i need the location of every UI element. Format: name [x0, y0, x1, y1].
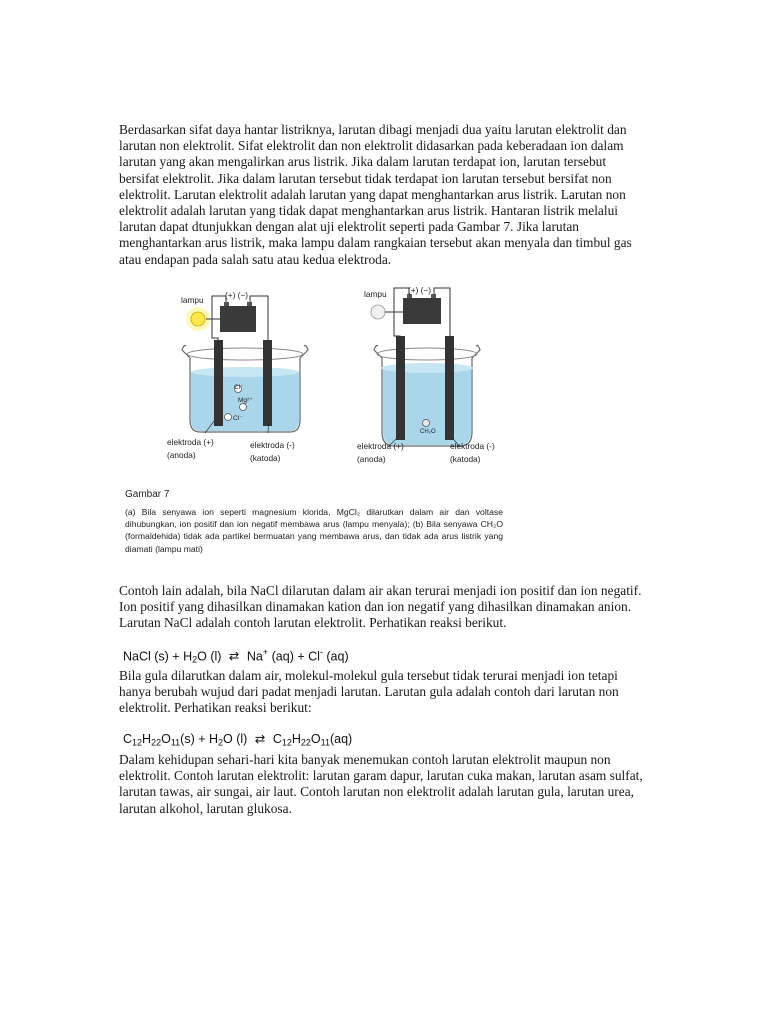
figure-conductivity-test	[120, 280, 505, 570]
equilibrium-arrow: ⇄	[228, 649, 240, 664]
cathode-electrode	[263, 340, 272, 426]
cathode-electrode	[445, 336, 454, 440]
apparatus-electrolyte	[182, 296, 308, 433]
anode-electrode	[214, 340, 223, 426]
lamp-label-right: lampu	[364, 289, 387, 299]
ion-label-cl-1: Cl⁻	[234, 384, 244, 391]
anode-label-right: elektroda (+)	[357, 441, 404, 451]
anode-sub-left: (anoda)	[167, 450, 196, 460]
cathode-label-left: elektroda (-)	[250, 440, 295, 450]
ion-label-mg: Mg²⁺	[238, 397, 253, 404]
battery	[220, 306, 256, 332]
lamp-label-left: lampu	[181, 295, 204, 305]
anode-label-left: elektroda (+)	[167, 437, 214, 447]
apparatus-nonelectrolyte	[371, 288, 480, 447]
cathode-sub-right: (katoda)	[450, 454, 481, 464]
cathode-label-right: elektroda (-)	[450, 441, 495, 451]
figure-caption-text: (a) Bila senyawa ion seperti magnesium klorida, MgCl₂ dilarutkan dalam air dan voltase dihubungkan, ion positif dan ion negatif membawa arus (lampu menyala); (b) Bila senyawa CH₂O (formaldehida) tidak ada partikel bermuatan yang membawa arus, dan tidak ada arus listrik yang diamati (lampu mati)	[125, 507, 503, 554]
lamp-bulb-on	[191, 312, 205, 326]
paragraph-nacl: Contoh lain adalah, bila NaCl dilarutan dalam air akan terurai menjadi ion positif dan ion negatif. Ion positif yang dihasilkan dinamakan kation dan ion negatif yang dihasilkan dinamakan anion. Larutan NaCl adalah contoh larutan elektrolit. Perhatikan reaksi berikut.	[119, 583, 642, 631]
terminal-label-right: (+) (−)	[408, 285, 432, 295]
equation-nacl: NaCl $(s) + H_2O$ (l) ⇄ Na+ (aq) + Cl- (aq)	[123, 647, 349, 665]
anode-electrode	[396, 336, 405, 440]
paragraph-intro: Berdasarkan sifat daya hantar listriknya, larutan dibagi menjadi dua yaitu larutan elektrolit dan larutan non elektrolit. Sifat elektrolit dan non elektrolit didasarkan pada keberadaan ion dalam larutan yang akan mengalirkan arus listrik. Jika dalam larutan terdapat ion, larutan tersebut bersifat elektrolit. Jika dalam larutan tersebut tidak terdapat ion larutan tersebut bersifat non elektrolit. Larutan elektrolit adalah larutan yang dapat menghantarkan arus listrik. Larutan non elektrolit adalah larutan yang tidak dapat menghantarkan arus listrik. Hantaran listrik melalui larutan dapat dtunjukkan dengan alat uji elektrolit seperti pada Gambar 7. Jika larutan menghantarkan arus listrik, maka lampu dalam rangkaian tersebut akan menyala dan timbul gas atau endapan pada salah satu atau kedua elektroda.	[119, 122, 632, 267]
anode-sub-right: (anoda)	[357, 454, 386, 464]
lamp-bulb-off	[371, 305, 385, 319]
molecule-label: CH₂O	[420, 429, 436, 435]
battery	[403, 298, 441, 324]
terminal-label-left: (+) (−)	[225, 290, 249, 300]
equilibrium-arrow: ⇄	[254, 732, 266, 746]
paragraph-examples: Dalam kehidupan sehari-hari kita banyak menemukan contoh larutan elektrolit maupun non elektrolit. Contoh larutan elektrolit: larutan garam dapur, larutan cuka makan, larutan asam sulfat, larutan tawas, air sungai, air laut. Contoh larutan non elektrolit adalah larutan gula, larutan urea, larutan alkohol, larutan glukosa.	[119, 752, 643, 816]
cathode-sub-left: (katoda)	[250, 453, 281, 463]
paragraph-sugar: Bila gula dilarutkan dalam air, molekul-molekul gula tersebut tidak terurai menjadi ion tetapi hanya berubah wujud dari padat menjadi larutan. Larutan gula adalah contoh dari larutan non elektrolit. Perhatikan reaksi berikut:	[119, 668, 619, 716]
figure-caption-title: Gambar 7	[125, 489, 170, 500]
equation-sugar: $C_{12}H_{22}O_{11}(s) + H_2O$ (l) ⇄ $C_{12}H_{22}O_{11}(aq)$	[123, 732, 353, 748]
ion-label-cl-2: Cl⁻	[233, 415, 243, 422]
